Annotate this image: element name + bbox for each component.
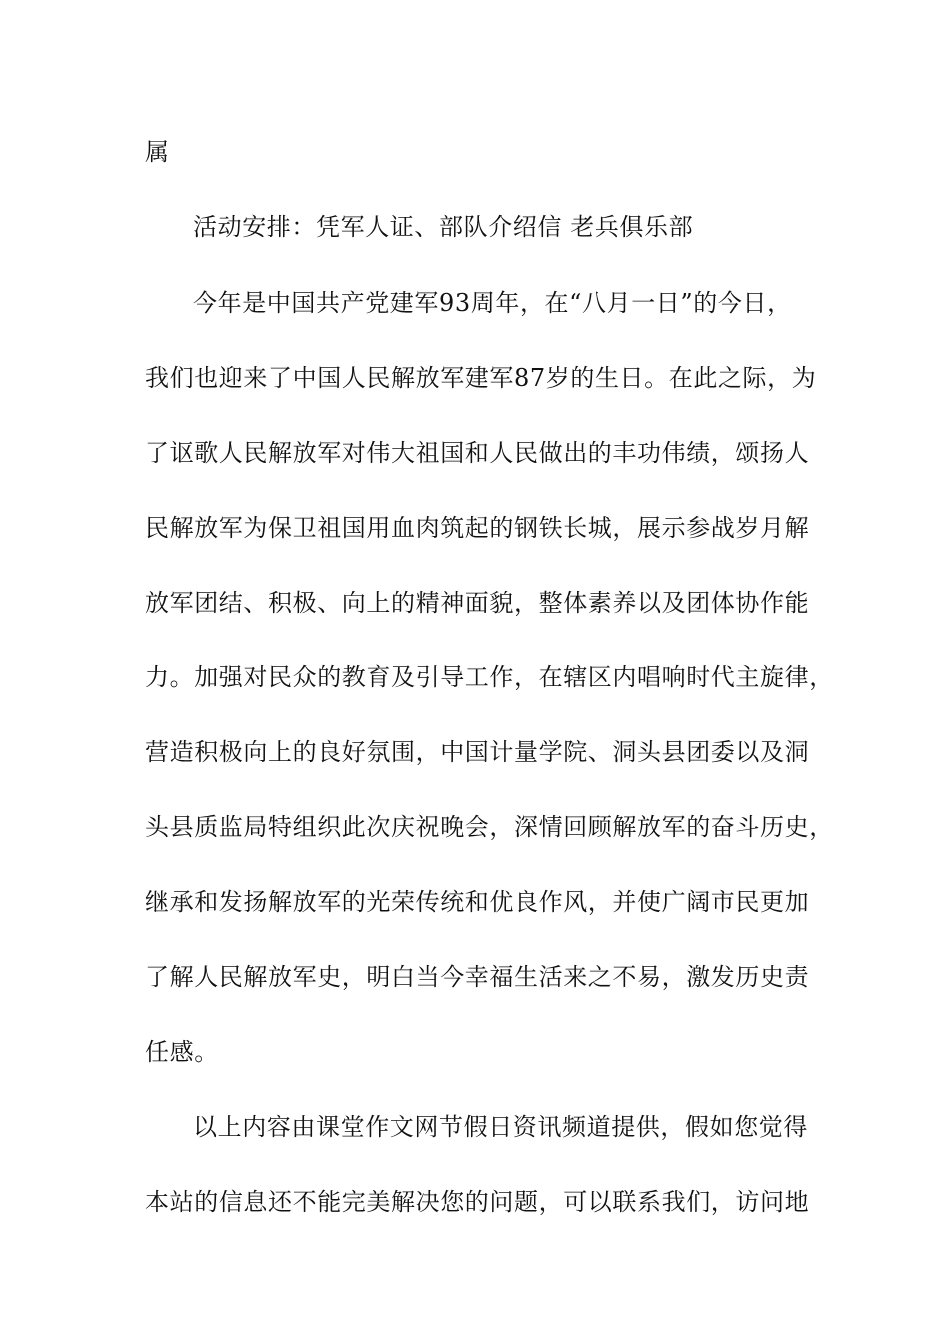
text-line: 民解放军为保卫祖国用血肉筑起的钢铁长城，展示参战岁月解	[145, 514, 810, 542]
text-line: 以上内容由课堂作文网节假日资讯频道提供，假如您觉得	[193, 1113, 808, 1141]
text-line: 活动安排：凭军人证、部队介绍信 老兵俱乐部	[193, 213, 694, 241]
text-line: 营造积极向上的良好氛围，中国计量学院、洞头县团委以及洞	[145, 738, 810, 766]
text-line: 今年是中国共产党建军93周年，在“八月一日”的今日，	[193, 289, 792, 317]
text-line: 头县质监局特组织此次庆祝晚会，深情回顾解放军的奋斗历史，	[145, 813, 834, 841]
text-line: 本站的信息还不能完美解决您的问题，可以联系我们，访问地	[145, 1188, 810, 1216]
text-line: 任感。	[145, 1038, 219, 1066]
text-line: 放军团结、积极、向上的精神面貌，整体素养以及团体协作能	[145, 589, 810, 617]
text-line: 继承和发扬解放军的光荣传统和优良作风，并使广阔市民更加	[145, 888, 810, 916]
text-line: 了讴歌人民解放军对伟大祖国和人民做出的丰功伟绩，颂扬人	[145, 439, 810, 467]
text-line: 力。加强对民众的教育及引导工作，在辖区内唱响时代主旋律，	[145, 663, 834, 691]
text-line: 了解人民解放军史，明白当今幸福生活来之不易，激发历史责	[145, 963, 810, 991]
text-line: 我们也迎来了中国人民解放军建军87岁的生日。在此之际，为	[145, 364, 817, 392]
text-line: 属	[145, 138, 170, 166]
